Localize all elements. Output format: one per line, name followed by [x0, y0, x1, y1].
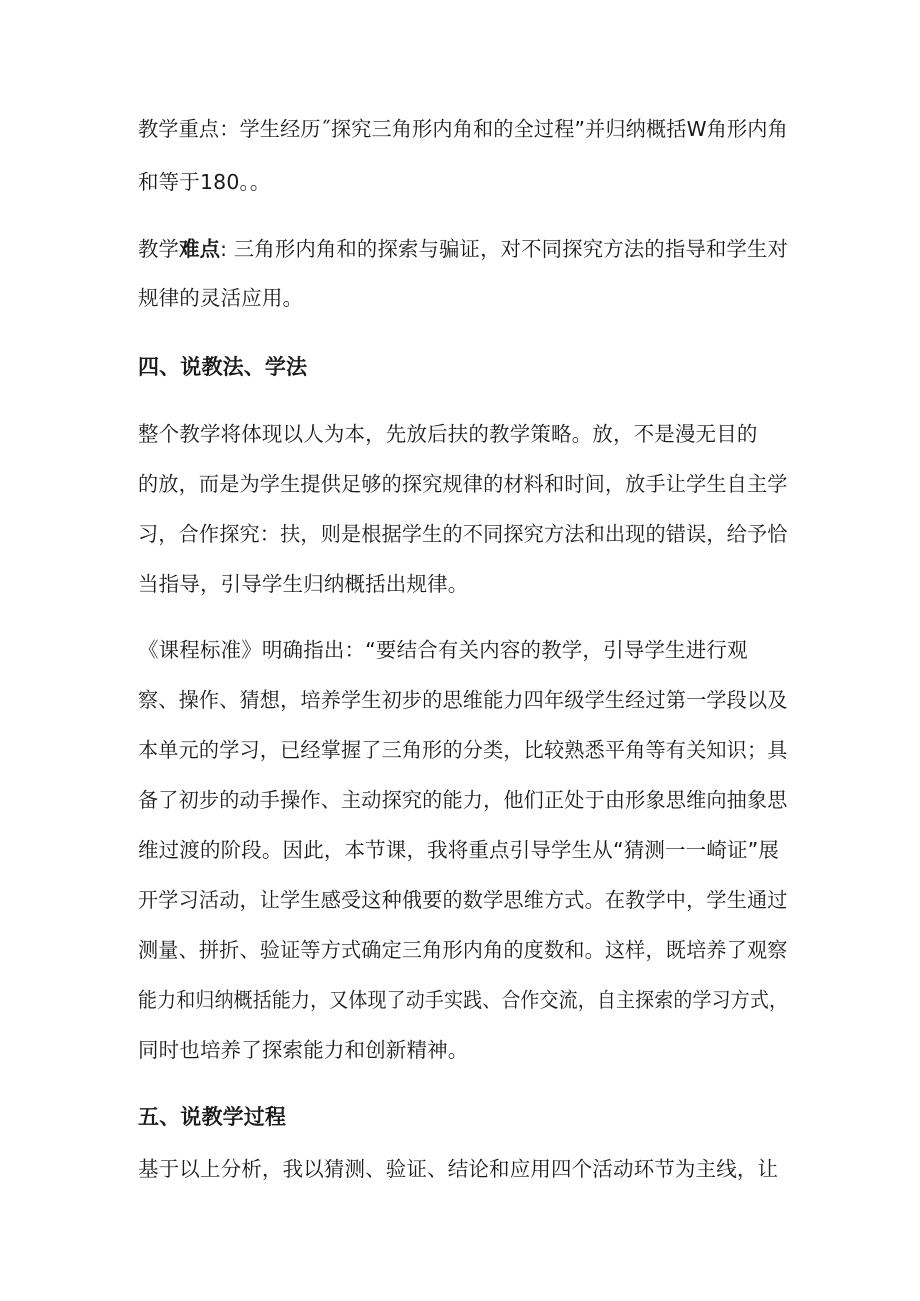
curriculum-line-2: 察、操作、猜想，培养学生初步的思维能力四年级学生经过第一学段以及 [138, 688, 788, 712]
strategy-line-4: 当指导，引导学生归纳概括出规律。 [138, 572, 469, 596]
difficulty-line-2: 规律的灵活应用。 [138, 286, 304, 310]
strategy-line-1: 整个教学将体现以人为本，先放后扶的教学策略。放，不是漫无目的 [138, 422, 758, 446]
curriculum-line-5: 维过渡的阶段。因此，本节课，我将重点引导学生从“猜测一一崎证”展 [138, 838, 780, 862]
strategy-line-2: 的放，而是为学生提供足够的探究规律的材料和时间，放手让学生自主学 [138, 472, 788, 496]
focus-line-1: 教学重点：学生经历˝探究三角形内角和的全过程”并归纳概括W角形内角 [138, 117, 788, 141]
difficulty-text: : 三角形内角和的探索与骗证，对不同探究方法的指导和学生对 [220, 237, 788, 261]
section-heading-5: 五、说教学过程 [138, 1105, 287, 1129]
difficulty-label-b: 难点 [179, 237, 221, 261]
process-line-1: 基于以上分析，我以猜测、验证、结论和应用四个活动环节为主线，让 [138, 1157, 779, 1181]
difficulty-label-a: 教学 [138, 237, 180, 261]
curriculum-line-1: 《课程标准》明确指出：“要结合有关内容的教学，引导学生进行观 [138, 638, 748, 662]
difficulty-line-1 [138, 234, 788, 264]
section-heading-4: 四、说教法、学法 [138, 355, 308, 379]
curriculum-line-6: 开学习活动，让学生感受这种俄要的数学思维方式。在教学中，学生通过 [138, 888, 788, 912]
focus-line-2: 和等于180。。 [138, 170, 271, 194]
curriculum-line-9: 同时也培养了探索能力和创新精神。 [138, 1038, 469, 1062]
curriculum-line-3: 本单元的学习，已经掌握了三角形的分类，比较熟悉平角等有关知识；具 [138, 738, 788, 762]
strategy-line-3: 习，合作探究：扶，则是根据学生的不同探究方法和出现的错误，给予恰 [138, 522, 788, 546]
curriculum-line-8: 能力和归纳概括能力，又体现了动手实践、合作交流，自主探索的学习方式， [138, 988, 789, 1012]
curriculum-line-7: 测量、拼折、验证等方式确定三角形内角的度数和。这样，既培养了观察 [138, 938, 788, 962]
curriculum-line-4: 备了初步的动手操作、主动探究的能力，他们正处于由形象思维向抽象思 [138, 788, 788, 812]
